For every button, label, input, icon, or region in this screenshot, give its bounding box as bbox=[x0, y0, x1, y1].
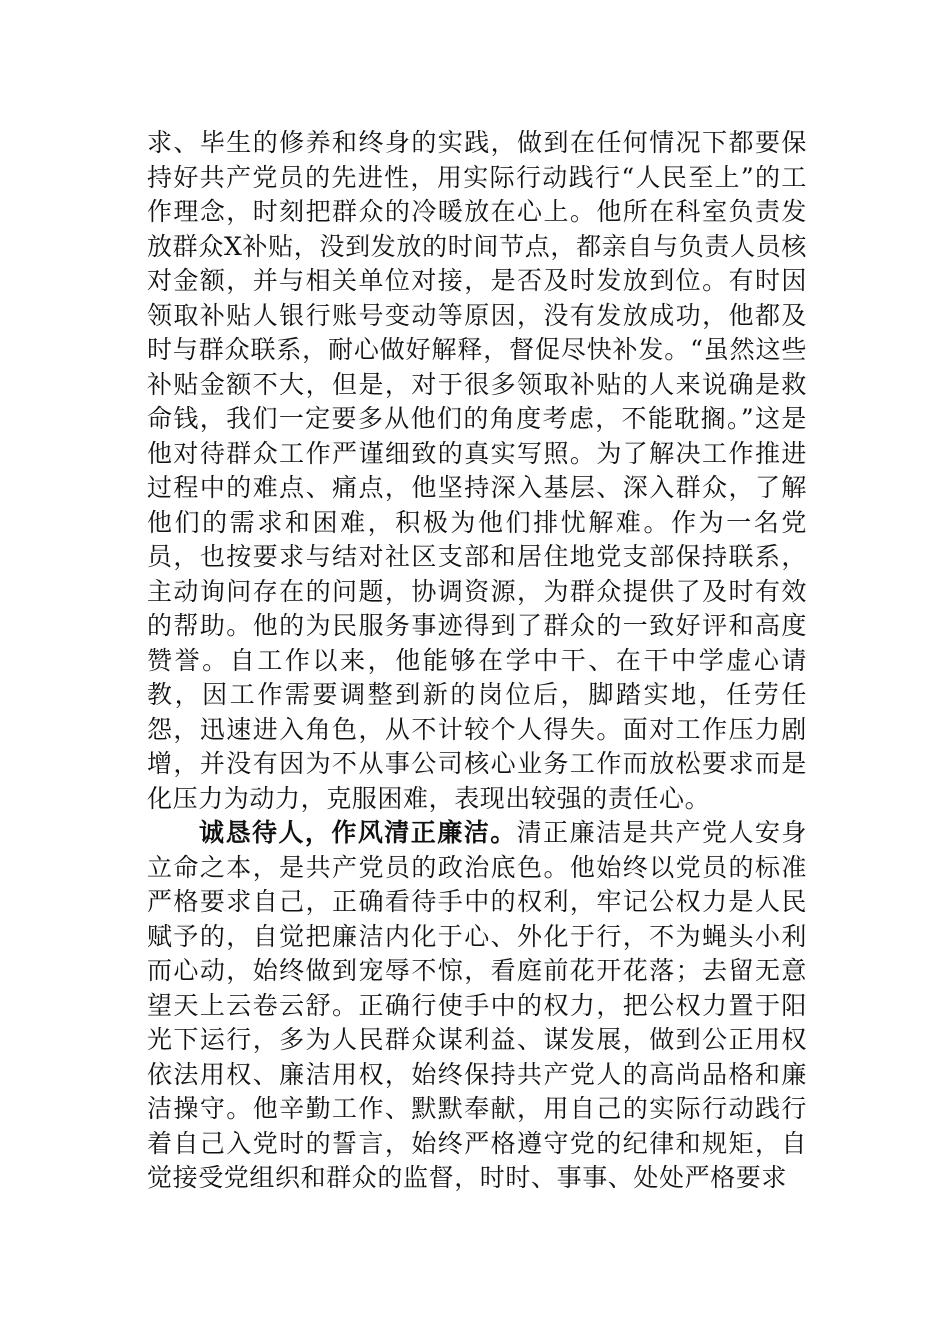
paragraph-lead-heading: 诚恳待人，作风清正廉洁。 bbox=[199, 818, 517, 847]
paragraph-integrity bbox=[147, 816, 807, 1196]
paragraph-continuation bbox=[147, 126, 807, 816]
paragraph-text: 清正廉洁是共产党人安身立命之本，是共产党员的政治底色。他始终以党员的标准严格要求自己，正确看待手中的权利，牢记公权力是人民赋予的，自觉把廉洁内化于心、外化于行，不为蝇头小利而心动，始终做到宠辱不惊，看庭前花开花落；去留无意望天上云卷云舒。正确行使手中的权力，把公权力置于阳光下运行，多为人民群众谋利益、谋发展，做到公正用权依法用权、廉洁用权，始终保持共产党人的高尚品格和廉洁操守。他辛勤工作、默默奉献，用自己的实际行动践行着自己入党时的誓言，始终严格遵守党的纪律和规矩，自觉接受党组织和群众的监督，时时、事事、处处严格要求 bbox=[147, 818, 807, 1192]
body-text bbox=[147, 126, 807, 1196]
paragraph-text: 求、毕生的修养和终身的实践，做到在任何情况下都要保持好共产党员的先进性，用实际行动践行“人民至上”的工作理念，时刻把群众的冷暖放在心上。他所在科室负责发放群众X补贴，没到发放的时间节点，都亲自与负责人员核对金额，并与相关单位对接，是否及时发放到位。有时因领取补贴人银行账号变动等原因，没有发放成功，他都及时与群众联系，耐心做好解释，督促尽快补发。“虽然这些补贴金额不大，但是，对于很多领取补贴的人来说确是救命钱，我们一定要多从他们的角度考虑，不能耽搁。”这是他对待群众工作严谨细致的真实写照。为了解决工作推进过程中的难点、痛点，他坚持深入基层、深入群众，了解他们的需求和困难，积极为他们排忧解难。作为一名党员，也按要求与结对社区支部和居住地党支部保持联系，主动询问存在的问题，协调资源，为群众提供了及时有效的帮助。他的为民服务事迹得到了群众的一致好评和高度赞誉。自工作以来，他能够在学中干、在干中学虚心请教，因工作需要调整到新的岗位后，脚踏实地，任劳任怨，迅速进入角色，从不计较个人得失。面对工作压力剧增，并没有因为不从事公司核心业务工作而放松要求而是化压力为动力，克服困难，表现出较强的责任心。 bbox=[147, 128, 807, 813]
